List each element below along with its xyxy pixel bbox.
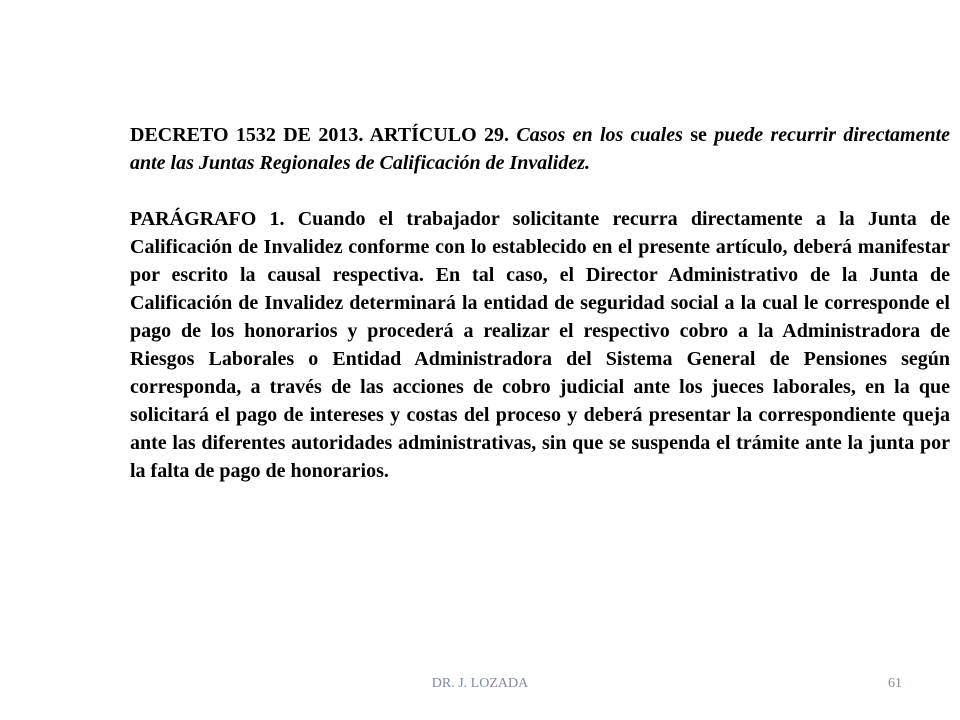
footer-author: DR. J. LOZADA — [431, 676, 529, 691]
slide-content — [130, 121, 950, 485]
decree-citation — [130, 121, 950, 177]
decree-subject-part1: Casos en los cuales — [516, 124, 683, 146]
decree-heading: DECRETO 1532 DE 2013. ARTÍCULO 29. — [130, 124, 510, 146]
decree-subject-part2: puede recurrir directamente ante las Juntas Regionales de Calificación de Invalidez. — [130, 124, 951, 174]
decree-connector: se — [690, 124, 707, 146]
footer-page-number: 61 — [888, 676, 902, 691]
paragraph-text: PARÁGRAFO 1. Cuando el trabajador solicitante recurra directamente a la Junta de Calificación de Invalidez conforme con lo establecido en el presente artículo, deberá manifestar por escrito la causal respectiva. En tal caso, el Director Administrativo de la Junta de Calificación de Invalidez determinará la entidad de seguridad social a la cual le corresponde el pago de los honorarios y procederá a realizar el respectivo cobro a la Administradora de Riesgos Laborales o Entidad Administradora del Sistema General de Pensiones según corresponda, a través de las acciones de cobro judicial ante los jueces laborales, en la que solicitará el pago de intereses y costas del proceso y deberá presentar la correspondiente queja ante las diferentes autoridades administrativas, sin que se suspenda el trámite ante la junta por la falta de pago de honorarios. — [130, 208, 950, 482]
